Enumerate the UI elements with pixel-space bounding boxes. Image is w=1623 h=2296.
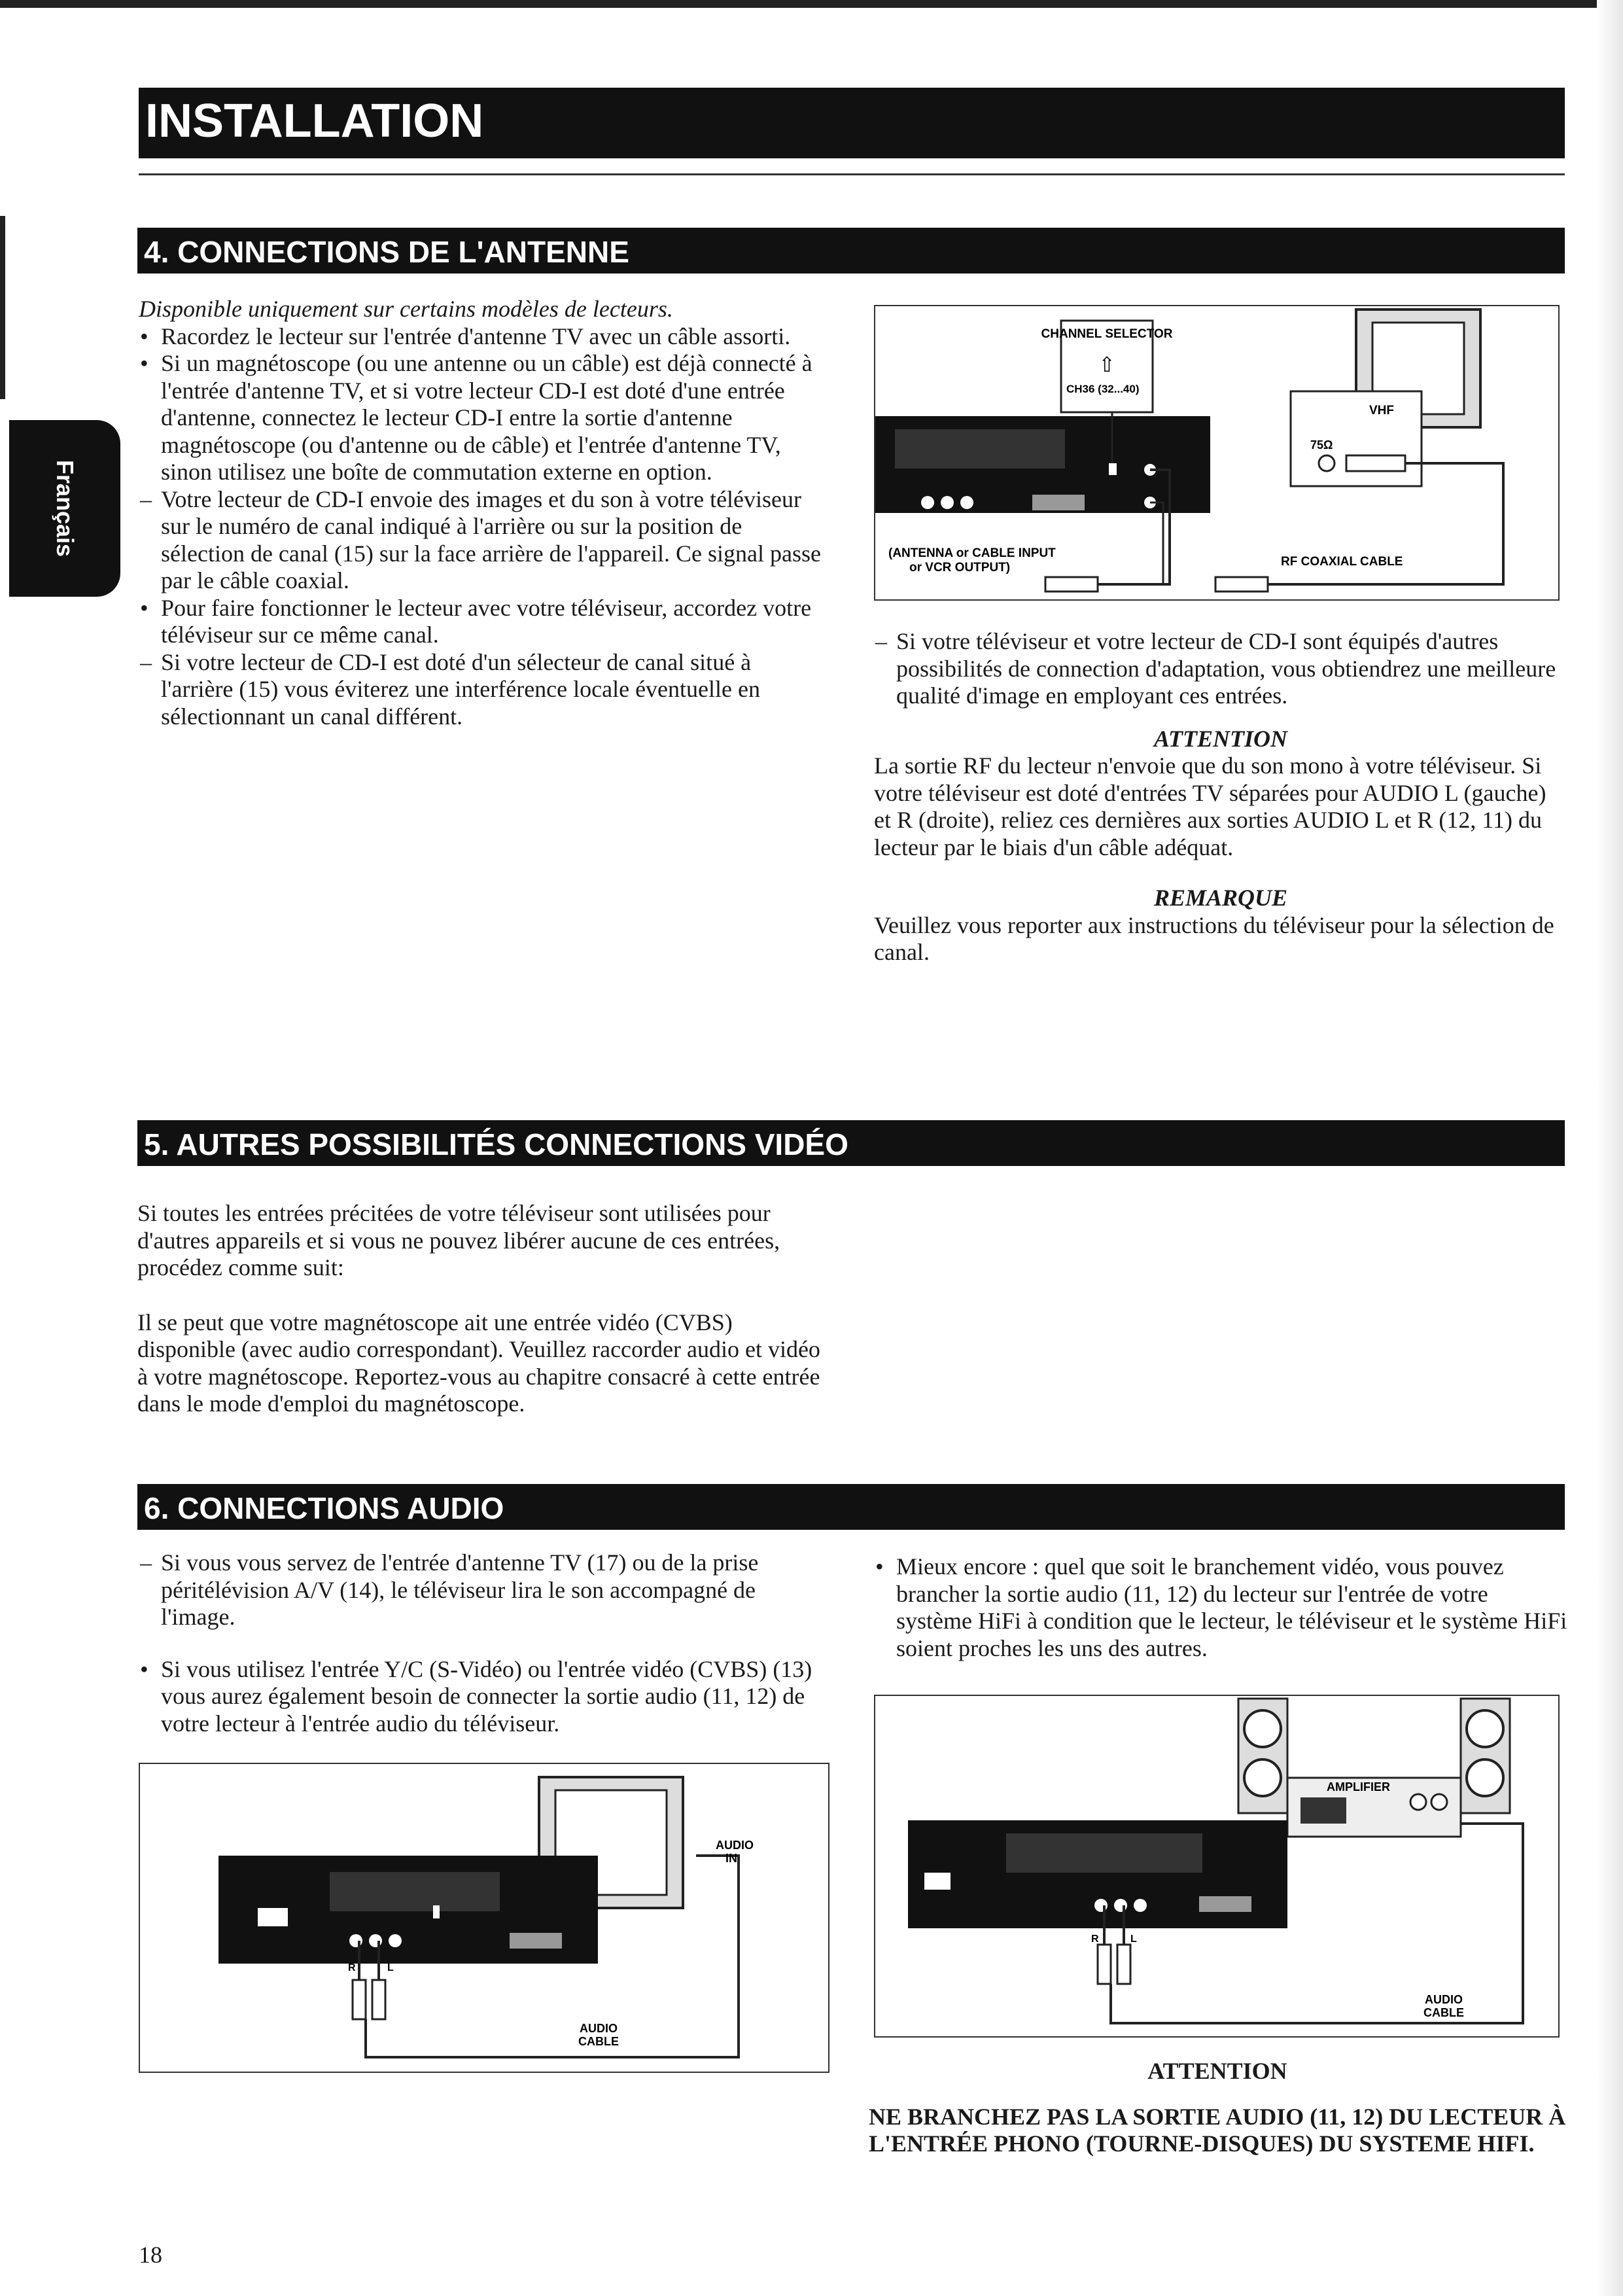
- arrow-up-icon: ⇧: [1098, 353, 1116, 376]
- amplifier-label: AMPLIFIER: [1327, 1780, 1390, 1793]
- hifi-audio-diagram-svg: [875, 1696, 1558, 2036]
- section-5-paragraph-2: Il se peut que votre magnétoscope ait une entrée vidéo (CVBS) disponible (avec audio correspondant). Veuillez raccorder audio et vidéo à votre magnétoscope. Reportez-vous au chapitre consacré à cette entrée dans le mode d'emploi du magnétoscope.: [137, 1309, 820, 1417]
- list-item: • Si un magnétoscope (ou une antenne ou un câble) est déjà connecté à l'entrée d'antenne TV, et si votre lecteur CD-I est doté d'une entrée d'antenne, connectez le lecteur CD-I entre la sortie d'antenne magnétoscope (ou d'antenne ou de câble) et l'entrée d'antenne TV, sinon utilisez une boîte de commutation externe en option.: [139, 350, 826, 486]
- list-item: – Si vous vous servez de l'entrée d'antenne TV (17) ou de la prise péritélévision A/V (14), le téléviseur lira le son accompagné de l'image.: [139, 1549, 832, 1631]
- section-4-intro: Disponible uniquement sur certains modèles de lecteurs.: [139, 296, 673, 322]
- list-item: • Mieux encore : quel que soit le branchement vidéo, vous pouvez brancher la sortie audio (11, 12) du lecteur sur l'entrée de votre système HiFi à condition que le lecteur, le téléviseur et le système HiFi soient proches les uns des autres.: [874, 1553, 1567, 1662]
- audio-cable-label-2: CABLE: [578, 2035, 619, 2048]
- list-item: • Racordez le lecteur sur l'entrée d'antenne TV avec un câble assorti.: [139, 323, 826, 351]
- antenna-input-label-2: or VCR OUTPUT): [909, 561, 1011, 574]
- channel-selector-label: CHANNEL SELECTOR: [1041, 327, 1173, 341]
- section-4-right-column: [874, 628, 1567, 966]
- l-label: L: [387, 1962, 394, 1973]
- list-item: – Votre lecteur de CD-I envoie des images et du son à votre téléviseur sur le numéro de canal indiqué à l'arrière ou sur la position de sélection de canal (15) sur la face arrière de l'appareil. Ce signal passe par le câble coaxial.: [139, 486, 826, 595]
- section-6-heading: 6. CONNECTIONS AUDIO: [137, 1484, 1565, 1530]
- section-4-left-column: [139, 296, 826, 730]
- ohm-label: 75Ω: [1310, 438, 1333, 451]
- antenna-input-label: (ANTENNA or CABLE INPUT: [888, 546, 1056, 560]
- audio-in-label: AUDIO: [716, 1839, 754, 1852]
- list-item: • Si vous utilisez l'entrée Y/C (S-Vidéo) ou l'entrée vidéo (CVBS) (13) vous aurez également besoin de connecter la sortie audio (11, 12) de votre lecteur à l'entrée audio du téléviseur.: [139, 1656, 832, 1738]
- tv-audio-diagram-svg: [140, 1764, 828, 2072]
- attention-heading: ATTENTION: [1153, 725, 1287, 752]
- list-item: – Si votre lecteur de CD-I est doté d'un sélecteur de canal situé à l'arrière (15) vous éviterez une interférence locale éventuelle en sélectionnant un canal différent.: [139, 649, 826, 731]
- section-6-right-column: [874, 1553, 1567, 1662]
- channel-range-label: CH36 (32...40): [1066, 383, 1140, 395]
- remarque-heading: REMARQUE: [1153, 885, 1288, 911]
- rf-cable-label: RF COAXIAL CABLE: [1281, 555, 1403, 569]
- hifi-audio-diagram: [874, 1695, 1560, 2038]
- audio-cable-label-2: CABLE: [1423, 2006, 1464, 2019]
- page-title: INSTALLATION: [139, 88, 1565, 158]
- language-tab-label: Français: [52, 459, 79, 557]
- page-number: 18: [139, 2242, 162, 2268]
- list-item: • Pour faire fonctionner le lecteur avec votre téléviseur, accordez votre téléviseur sur ce même canal.: [139, 595, 826, 649]
- page-right-shadow: [1597, 0, 1623, 2296]
- language-tab: [9, 420, 120, 597]
- attention-heading: ATTENTION: [1147, 2058, 1287, 2084]
- right-note: – Si votre téléviseur et votre lecteur de CD-I sont équipés d'autres possibilités de connection d'adaptation, vous obtiendrez une meilleure qualité d'image en employant ces entrées.: [874, 628, 1567, 710]
- audio-cable-label: AUDIO: [1425, 1993, 1463, 2006]
- section-5-heading: 5. AUTRES POSSIBILITÉS CONNECTIONS VIDÉO: [137, 1120, 1565, 1166]
- audio-in-label-2: IN: [725, 1852, 737, 1865]
- antenna-connection-diagram: [874, 305, 1560, 601]
- tv-audio-diagram: [139, 1763, 829, 2073]
- page-top-edge: [0, 0, 1623, 8]
- section-4-heading: 4. CONNECTIONS DE L'ANTENNE: [137, 228, 1565, 274]
- section-4-list: [139, 323, 826, 731]
- attention-text: NE BRANCHEZ PAS LA SORTIE AUDIO (11, 12) DU LECTEUR À L'ENTRÉE PHONO (TOURNE-DISQUES) DU SYSTEME HIFI.: [869, 2103, 1566, 2157]
- r-label: R: [1091, 1934, 1099, 1945]
- remarque-text: Veuillez vous reporter aux instructions du téléviseur pour la sélection de canal.: [874, 911, 1554, 965]
- r-label: R: [348, 1962, 356, 1973]
- section-5-paragraph-1: Si toutes les entrées précitées de votre téléviseur sont utilisées pour d'autres appareils et si vous ne pouvez libérer aucune de ces entrées, procédez comme suit:: [137, 1200, 780, 1280]
- section-6-left-column: [139, 1549, 832, 1737]
- section-6-attention: [869, 2058, 1566, 2158]
- vhf-label: VHF: [1369, 404, 1394, 417]
- audio-cable-label: AUDIO: [580, 2022, 618, 2035]
- page-left-edge: [0, 216, 5, 399]
- antenna-diagram-svg: [875, 306, 1558, 599]
- attention-text: La sortie RF du lecteur n'envoie que du son mono à votre téléviseur. Si votre téléviseur est doté d'entrées TV séparées pour AUDIO L (gauche) et R (droite), reliez ces dernières aux sorties AUDIO L et R (12, 11) du lecteur par le biais d'un câble adéquat.: [874, 752, 1546, 860]
- title-rule: [139, 173, 1565, 175]
- section-5-text: [137, 1200, 831, 1418]
- l-label: L: [1130, 1934, 1137, 1945]
